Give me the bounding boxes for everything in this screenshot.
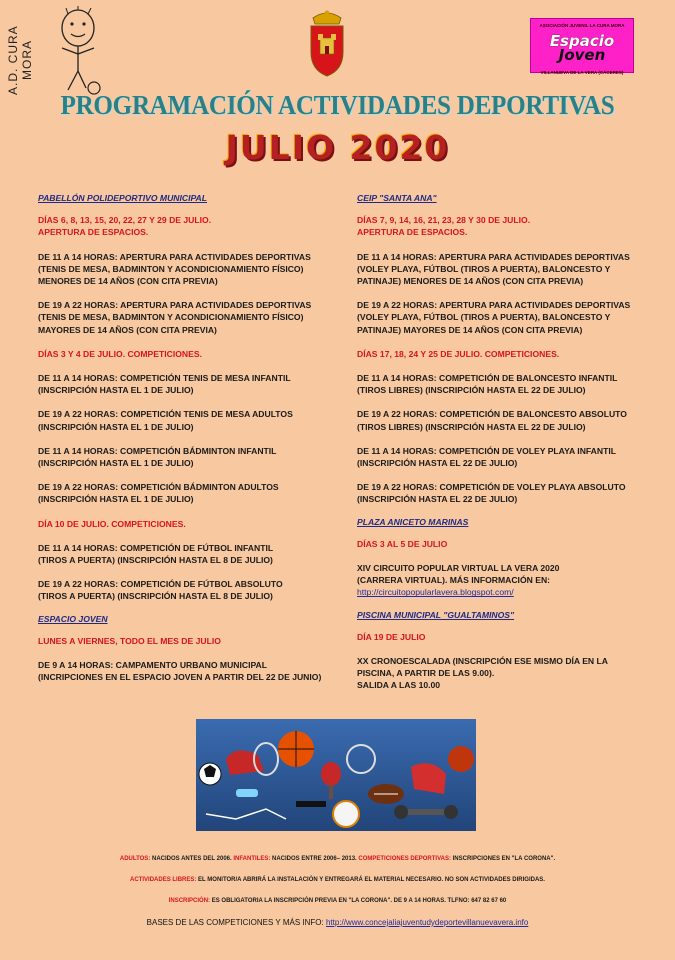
section-heading-ceip: CEIP "SANTA ANA" bbox=[357, 193, 437, 203]
footer bbox=[0, 855, 675, 939]
competition-line: DE 11 A 14 HORAS: COMPETICIÓN DE VOLEY PLAYA INFANTIL bbox=[357, 445, 616, 456]
footer-key-infantiles: INFANTILES: bbox=[233, 856, 271, 862]
footer-key-adultos: ADULTOS: bbox=[119, 856, 151, 862]
footer-key-actividades: ACTIVIDADES LIBRES: bbox=[130, 877, 197, 883]
espacio-joven-logo bbox=[530, 18, 634, 73]
footer-key-inscripcion: INSCRIPCIÓN: bbox=[168, 898, 211, 904]
activity-line: (VOLEY PLAYA, FÚTBOL (TIROS A PUERTA), BALONCESTO Y bbox=[357, 263, 611, 274]
section-heading-plaza: PLAZA ANICETO MARINAS bbox=[357, 516, 469, 527]
page-subtitle: JULIO 2020 bbox=[225, 128, 450, 167]
activity-line: MAYORES DE 14 AÑOS (CON CITA PREVIA) bbox=[38, 324, 217, 335]
right-column bbox=[357, 192, 647, 692]
competition-days: DÍAS 17, 18, 24 Y 25 DE JULIO. COMPETICIONES. bbox=[357, 348, 560, 359]
footer-val-infantiles: NACIDOS ENTRE 2006– 2013. bbox=[272, 856, 357, 862]
pabellon-opening: APERTURA DE ESPACIOS. bbox=[38, 227, 149, 238]
logo-top-text: ASOCIACIÓN JUVENIL LA CURA MORA bbox=[539, 23, 625, 28]
left-column bbox=[38, 192, 338, 683]
competition-line: (TIROS LIBRES) (INSCRIPCIÓN HASTA EL 22 DE JULIO) bbox=[357, 385, 586, 396]
piscina-days: DÍA 19 DE JULIO bbox=[357, 631, 426, 642]
footer-val-actividades: EL MONITOR/A ABRIRÁ LA INSTALACIÓN Y ENTREGARÁ EL MATERIAL NECESARIO. NO SON ACTIVIDADES DIRIGIDAS. bbox=[198, 877, 545, 883]
activity-line: DE 11 A 14 HORAS: APERTURA PARA ACTIVIDADES DEPORTIVAS bbox=[38, 251, 311, 262]
activity-line: (VOLEY PLAYA, FÚTBOL (TIROS A PUERTA), BALONCESTO Y bbox=[357, 312, 611, 323]
activity-line: DE 11 A 14 HORAS: APERTURA PARA ACTIVIDADES DEPORTIVAS bbox=[357, 251, 630, 262]
footer-row-inscripcion bbox=[0, 897, 675, 906]
competition-line: (INSCRIPCIÓN HASTA EL 1 DE JULIO) bbox=[38, 421, 194, 432]
circuito-link[interactable]: http://circuitopopularlavera.blogspot.com/ bbox=[357, 587, 514, 598]
section-heading-piscina: PISCINA MUNICIPAL "GUALTAMINOS" bbox=[357, 609, 515, 620]
competition-line: DE 19 A 22 HORAS: COMPETICIÓN BÁDMINTON ADULTOS bbox=[38, 482, 279, 493]
footer-row-ages bbox=[0, 855, 675, 864]
page-title: PROGRAMACIÓN ACTIVIDADES DEPORTIVAS bbox=[60, 90, 615, 120]
competition-line: DE 11 A 14 HORAS: COMPETICIÓN DE BALONCESTO INFANTIL bbox=[357, 373, 618, 384]
competition-line: (INSCRIPCIÓN HASTA EL 1 DE JULIO) bbox=[38, 494, 194, 505]
stick-figure-logo bbox=[48, 6, 108, 96]
club-name-vertical: A.D. CURA MORA bbox=[6, 25, 34, 95]
activity-line: DE 19 A 22 HORAS: APERTURA PARA ACTIVIDADES DEPORTIVAS bbox=[357, 300, 631, 311]
activity-line: XIV CIRCUITO POPULAR VIRTUAL LA VERA 2020 bbox=[357, 563, 560, 574]
logo-word-espacio: Espacio bbox=[549, 32, 615, 50]
competition-line: DE 19 A 22 HORAS: COMPETICIÓN DE FÚTBOL ABSOLUTO bbox=[38, 579, 283, 590]
competition-line: (TIROS LIBRES) (INSCRIPCIÓN HASTA EL 22 DE JULIO) bbox=[357, 421, 586, 432]
competition-line: (INSCRIPCIÓN HASTA EL 1 DE JULIO) bbox=[38, 458, 194, 469]
footer-row-actividades bbox=[0, 876, 675, 885]
logo-word-joven: Joven bbox=[558, 46, 606, 64]
footer-key-competiciones: COMPETICIONES DEPORTIVAS: bbox=[358, 856, 451, 862]
competition-line: (TIROS A PUERTA) (INSCRIPCIÓN HASTA EL 8 DE JULIO) bbox=[38, 555, 273, 566]
footer-val-inscripcion: ES OBLIGATORIA LA INSCRIPCIÓN PREVIA EN "LA CORONA". DE 9 A 14 HORAS. TLFNO: 647 82 67 60 bbox=[211, 898, 507, 904]
coat-of-arms-icon bbox=[305, 8, 349, 80]
competition-line: DE 11 A 14 HORAS: COMPETICIÓN DE FÚTBOL INFANTIL bbox=[38, 542, 274, 553]
competition-days: DÍAS 3 Y 4 DE JULIO. COMPETICIONES. bbox=[38, 348, 202, 359]
competition-line: DE 19 A 22 HORAS: COMPETICIÓN DE VOLEY PLAYA ABSOLUTO bbox=[357, 482, 626, 493]
sports-equipment-image bbox=[196, 719, 476, 831]
activity-line: SALIDA A LAS 10.00 bbox=[357, 680, 441, 691]
pabellon-days: DÍAS 6, 8, 13, 15, 20, 22, 27 Y 29 DE JULIO. bbox=[38, 215, 212, 226]
activity-line: DE 9 A 14 HORAS: CAMPAMENTO URBANO MUNICIPAL bbox=[38, 660, 268, 671]
activity-line: DE 19 A 22 HORAS: APERTURA PARA ACTIVIDADES DEPORTIVAS bbox=[38, 300, 312, 311]
section-heading-espacio-joven: ESPACIO JOVEN bbox=[38, 613, 108, 624]
activity-line: PISCINA, A PARTIR DE LAS 9.00). bbox=[357, 668, 495, 679]
section-heading-pabellon: PABELLÓN POLIDEPORTIVO MUNICIPAL bbox=[38, 193, 208, 203]
activity-line: (TENIS DE MESA, BADMINTON Y ACONDICIONAMIENTO FÍSICO) bbox=[38, 312, 304, 323]
plaza-days: DÍAS 3 AL 5 DE JULIO bbox=[357, 538, 448, 549]
footer-val-adultos: NACIDOS ANTES DEL 2006. bbox=[151, 856, 232, 862]
ceip-days: DÍAS 7, 9, 14, 16, 21, 23, 28 Y 30 DE JULIO. bbox=[357, 215, 531, 226]
ceip-opening: APERTURA DE ESPACIOS. bbox=[357, 227, 468, 238]
competition-days: DÍA 10 DE JULIO. COMPETICIONES. bbox=[38, 518, 186, 529]
footer-val-competiciones: INSCRIPCIONES EN "LA CORONA". bbox=[452, 856, 556, 862]
competition-line: DE 19 A 22 HORAS: COMPETICIÓN TENIS DE MESA ADULTOS bbox=[38, 409, 293, 420]
competition-line: (INSCRIPCIÓN HASTA EL 22 DE JULIO) bbox=[357, 494, 518, 505]
activity-line: (INCRIPCIONES EN EL ESPACIO JOVEN A PARTIR DEL 22 DE JUNIO) bbox=[38, 672, 322, 683]
activity-line: (TENIS DE MESA, BADMINTON Y ACONDICIONAMIENTO FÍSICO) bbox=[38, 263, 304, 274]
activity-line: PATINAJE) MAYORES DE 14 AÑOS (CON CITA PREVIA) bbox=[357, 324, 583, 335]
competition-line: DE 11 A 14 HORAS: COMPETICIÓN BÁDMINTON INFANTIL bbox=[38, 445, 277, 456]
activity-line: (CARRERA VIRTUAL). MÁS INFORMACIÓN EN: bbox=[357, 575, 551, 586]
footer-bases-link[interactable]: http://www.concejaliajuventudydeportevillanuevavera.info bbox=[325, 918, 529, 927]
activity-line: XX CRONOESCALADA (INSCRIPCIÓN ESE MISMO DÍA EN LA bbox=[357, 656, 608, 667]
footer-row-bases bbox=[0, 918, 675, 927]
logo-wordmark bbox=[531, 34, 633, 62]
competition-line: DE 11 A 14 HORAS: COMPETICIÓN TENIS DE MESA INFANTIL bbox=[38, 373, 291, 384]
activity-line: MENORES DE 14 AÑOS (CON CITA PREVIA) bbox=[38, 276, 218, 287]
footer-bases-label: BASES DE LAS COMPETICIONES Y MÁS INFO: bbox=[146, 918, 324, 927]
competition-line: (TIROS A PUERTA) (INSCRIPCIÓN HASTA EL 8 DE JULIO) bbox=[38, 591, 273, 602]
espacio-days: LUNES A VIERNES, TODO EL MES DE JULIO bbox=[38, 635, 221, 646]
competition-line: (INSCRIPCIÓN HASTA EL 1 DE JULIO) bbox=[38, 385, 194, 396]
activity-line: PATINAJE) MENORES DE 14 AÑOS (CON CITA PREVIA) bbox=[357, 276, 584, 287]
logo-bottom-text: VILLANUEVA DE LA VERA (CÁCERES) bbox=[540, 70, 624, 75]
competition-line: DE 19 A 22 HORAS: COMPETICIÓN DE BALONCESTO ABSOLUTO bbox=[357, 409, 627, 420]
competition-line: (INSCRIPCIÓN HASTA EL 22 DE JULIO) bbox=[357, 458, 518, 469]
